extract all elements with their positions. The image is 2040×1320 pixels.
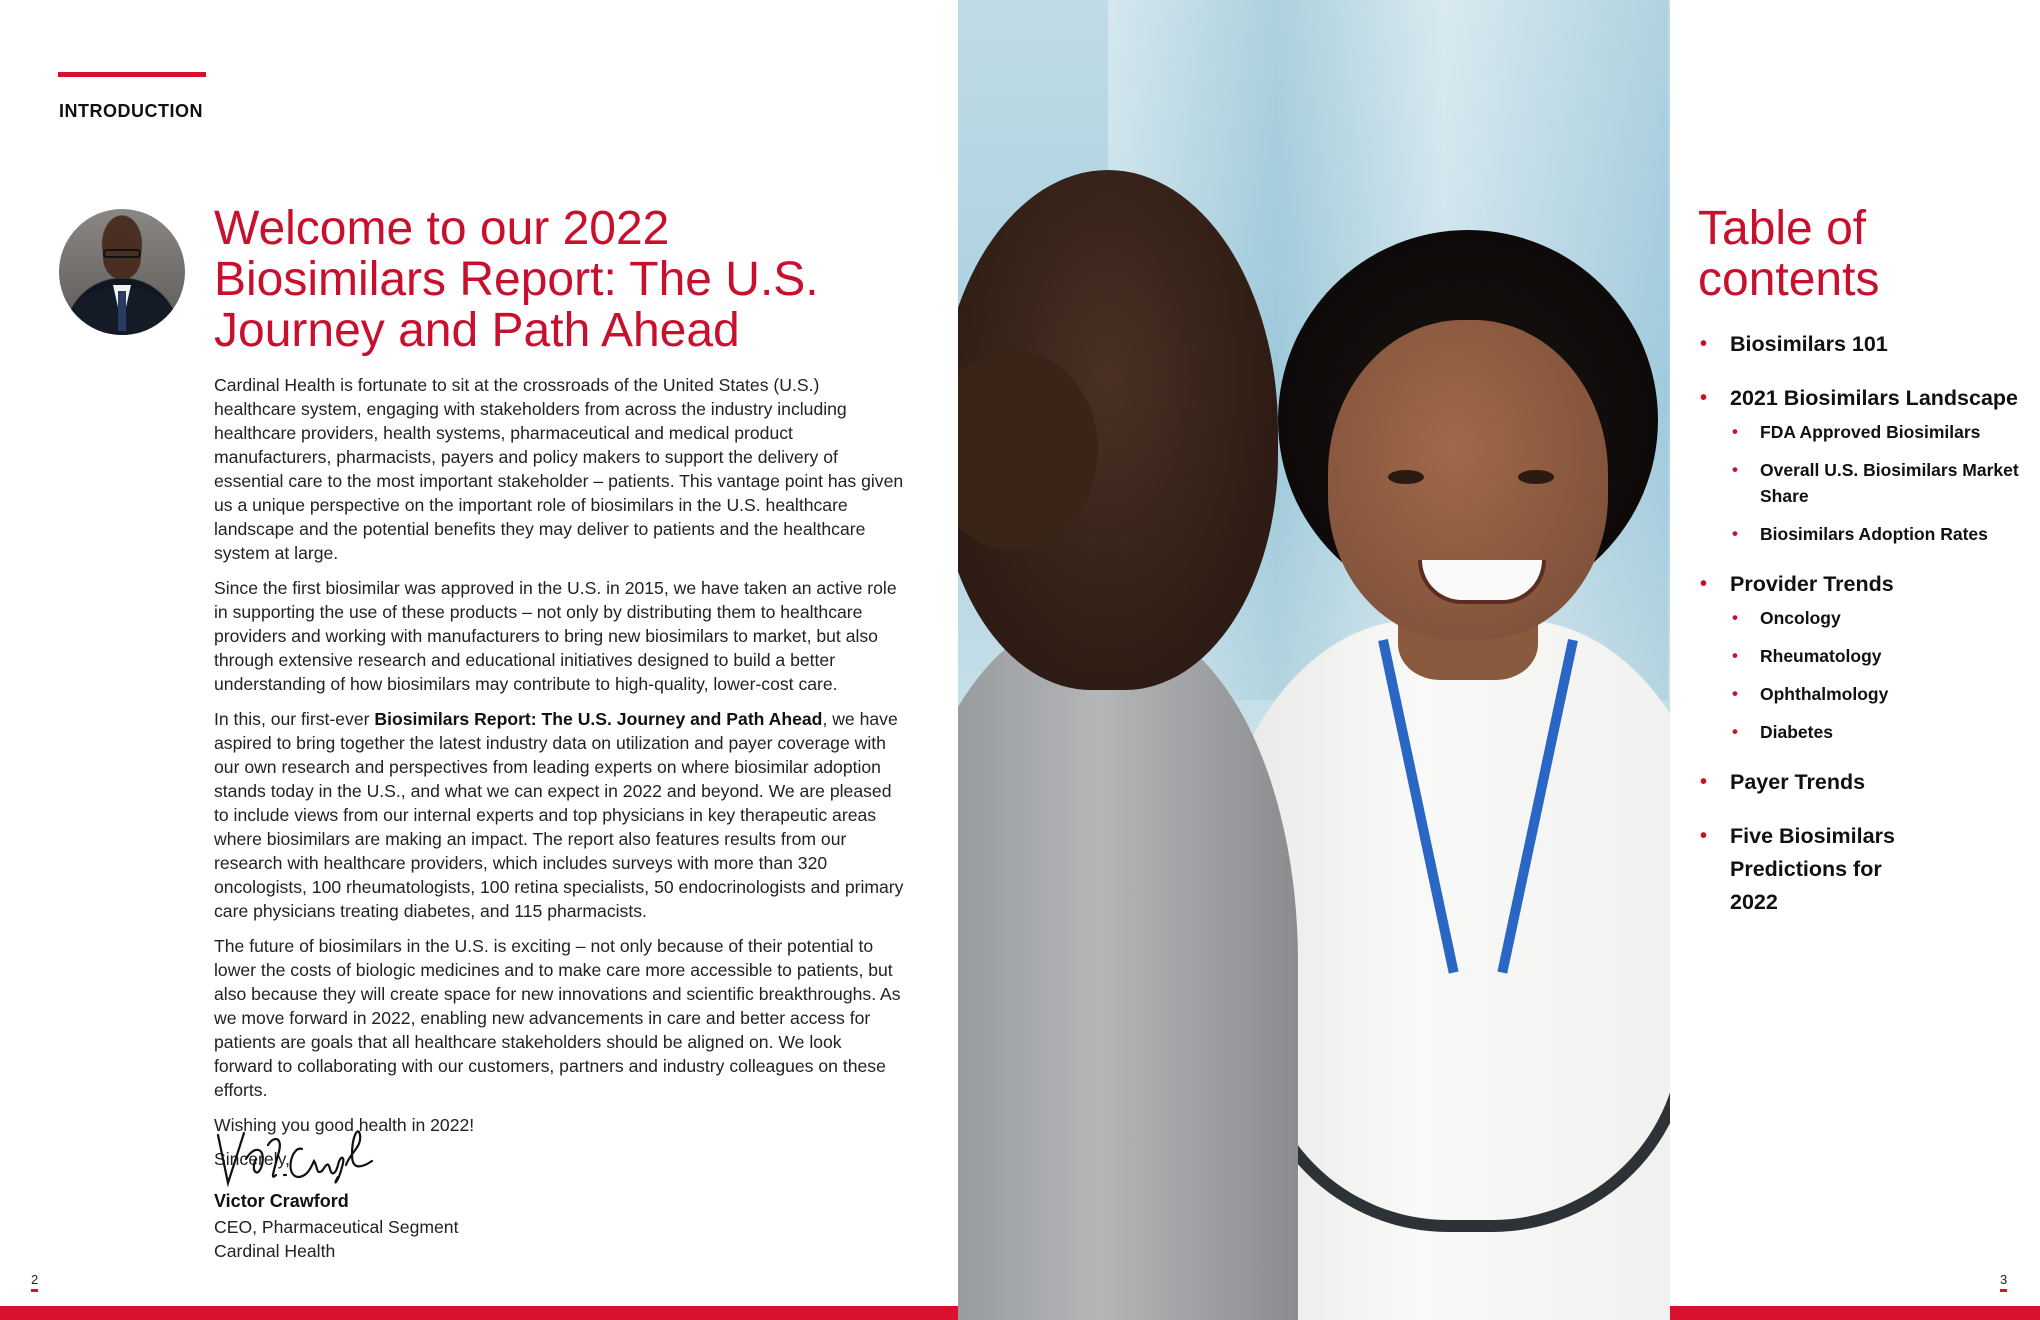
intro-paragraph-4: The future of biosimilars in the U.S. is exciting – not only because of their potential to lower the costs of biologic medicines and to make care more accessible to patients, but also because they will create space for new innovations and scientific breakthroughs. As we move forward in 2022, enabling new advancements in care and better access for patients are goals that all healthcare stakeholders should be aligned on. We look forward to collaborating with our customers, partners and industry colleagues on these efforts. bbox=[214, 936, 901, 1100]
intro-body bbox=[214, 373, 904, 1182]
toc-item-provider-trends[interactable]: • Provider Trends • Oncology • Rheumatology • Ophthalmology • Diabetes bbox=[1698, 568, 2028, 745]
toc-subitem-oncology[interactable]: • Oncology bbox=[1730, 605, 2028, 631]
toc-subitem-ophthalmology[interactable]: • Ophthalmology bbox=[1730, 681, 2028, 707]
toc-subitem-rheumatology[interactable]: • Rheumatology bbox=[1730, 643, 2028, 669]
toc-subitem-fda-approved[interactable]: • FDA Approved Biosimilars bbox=[1730, 419, 2028, 445]
intro-paragraph-1: Cardinal Health is fortunate to sit at the crossroads of the United States (U.S.) healthcare system, engaging with stakeholders from across the industry including healthcare providers, health systems, pharmaceutical and medical product manufacturers, pharmacists, payers and policy makers to support the delivery of essential care to the most important stakeholder – patients. This vantage point has given us a unique perspective on the important role of biosimilars in the U.S. healthcare landscape and the potential benefits they may deliver to patients and the healthcare system at large. bbox=[214, 375, 904, 563]
signer-title: CEO, Pharmaceutical Segment bbox=[214, 1217, 459, 1237]
signer-name: Victor Crawford bbox=[214, 1191, 349, 1211]
intro-paragraph-2: Since the first biosimilar was approved in the U.S. in 2015, we have taken an active role in supporting the use of these products – not only by distributing them to healthcare providers and working with manufacturers to bring new biosimilars to market, but also through extensive research and educational initiatives designed to build a better understanding of how biosimilars may contribute to high-quality, lower-cost care. bbox=[214, 578, 897, 694]
right-page bbox=[1670, 0, 2040, 1320]
signer-title-block bbox=[214, 1215, 458, 1263]
report-name-bold: Biosimilars Report: The U.S. Journey and Path Ahead bbox=[374, 709, 823, 729]
toc-item-predictions[interactable]: • Five Biosimilars Predictions for 2022 bbox=[1698, 820, 1930, 919]
bottom-accent-bar-left bbox=[0, 1306, 958, 1320]
toc-title: Table of contents bbox=[1698, 202, 1880, 306]
page-title: Welcome to our 2022 Biosimilars Report: The U.S. Journey and Path Ahead bbox=[214, 202, 819, 357]
left-page bbox=[0, 0, 958, 1320]
toc-subitem-adoption-rates[interactable]: • Biosimilars Adoption Rates bbox=[1730, 521, 2028, 547]
toc-item-2021-landscape[interactable]: • 2021 Biosimilars Landscape • FDA Approved Biosimilars • Overall U.S. Biosimilars Market Share • Biosimilars Adoption Rates bbox=[1698, 382, 2028, 547]
page-number-right: 3 bbox=[2000, 1272, 2008, 1287]
signoff: Sincerely, bbox=[214, 1149, 290, 1169]
ceo-portrait-avatar bbox=[59, 209, 185, 335]
intro-paragraph-3: In this, our first-ever Biosimilars Report: The U.S. Journey and Path Ahead, we have aspired to bring together the latest industry data on utilization and payer coverage with our own research and perspectives from leading experts on where biosimilar adoption stands today in the U.S., and what we can expect in 2022 and beyond. We are pleased to include views from our internal experts and top physicians in key therapeutic areas where biosimilars are making an impact. The report also features results from our research with healthcare providers, which includes surveys with more than 320 oncologists, 100 rheumatologists, 100 retina specialists, 50 endocrinologists and primary care physicians treating diabetes, and 115 pharmacists. bbox=[214, 709, 904, 921]
toc-item-payer-trends[interactable]: • Payer Trends bbox=[1698, 766, 2028, 799]
toc-subitem-market-share[interactable]: • Overall U.S. Biosimilars Market Share bbox=[1730, 457, 2028, 509]
signer-company: Cardinal Health bbox=[214, 1241, 336, 1261]
section-label: INTRODUCTION bbox=[59, 101, 203, 121]
page-number-left: 2 bbox=[31, 1272, 39, 1287]
toc-item-biosimilars-101[interactable]: • Biosimilars 101 bbox=[1698, 328, 2028, 361]
toc-subitem-diabetes[interactable]: • Diabetes bbox=[1730, 719, 2028, 745]
table-of-contents bbox=[1698, 328, 2028, 940]
handwritten-signature-icon bbox=[214, 1125, 414, 1191]
closing-line: Wishing you good health in 2022! bbox=[214, 1115, 475, 1135]
bottom-accent-bar-right bbox=[1670, 1306, 2040, 1320]
section-rule bbox=[58, 72, 206, 77]
doctor-patient-photo bbox=[958, 0, 1670, 1320]
